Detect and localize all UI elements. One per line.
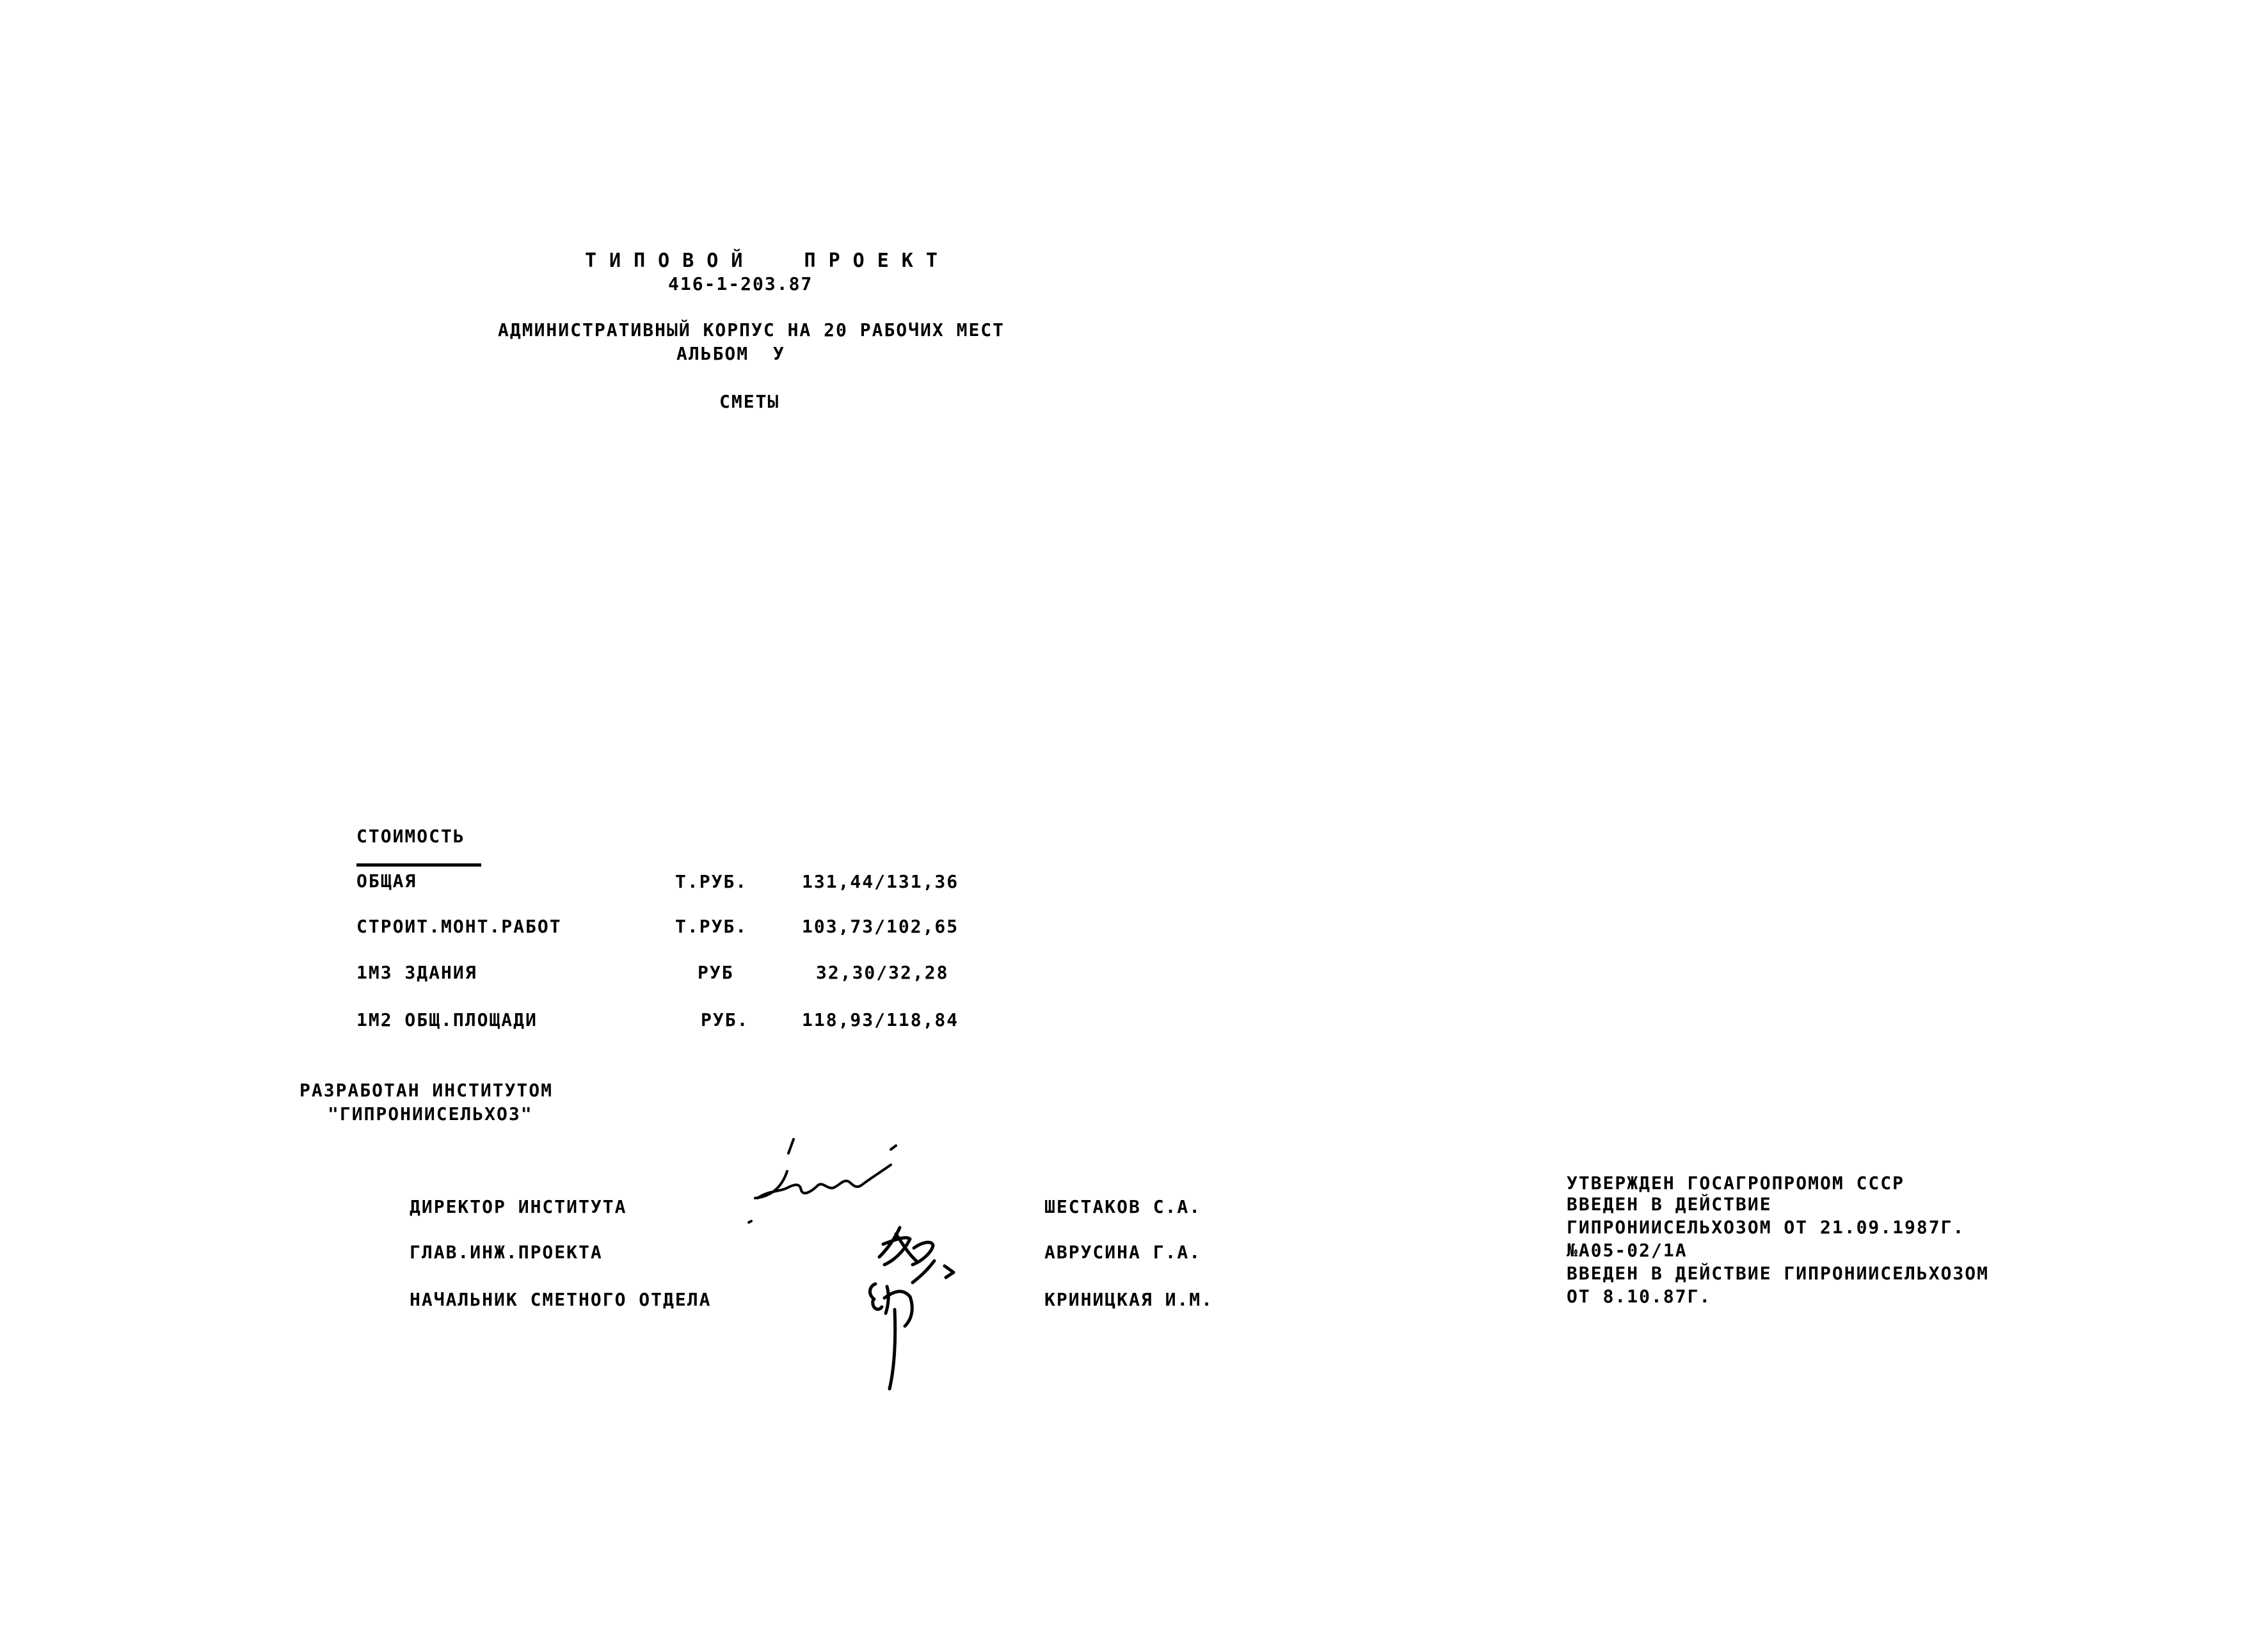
cost-row-value: 103,73/102,65 — [802, 916, 959, 937]
project-name: АДМИНИСТРАТИВНЫЙ КОРПУС НА 20 РАБОЧИХ МЕСТ — [498, 319, 1005, 340]
developer-institute: "ГИПРОНИИСЕЛЬХОЗ" — [328, 1103, 533, 1125]
signatory-name: КРИНИЦКАЯ И.М. — [1044, 1289, 1214, 1310]
handwritten-signatures — [742, 1126, 998, 1395]
cost-row-value: 131,44/131,36 — [802, 871, 959, 892]
cost-row-label: ОБЩАЯ — [356, 870, 417, 892]
cost-heading: СТОИМОСТЬ — [356, 826, 465, 847]
approval-line: ГИПРОНИИСЕЛЬХОЗОМ ОТ 21.09.1987Г. — [1567, 1217, 1965, 1238]
signature-director — [749, 1139, 896, 1222]
cost-row-unit: РУБ — [698, 962, 734, 983]
approval-line: ВВЕДЕН В ДЕЙСТВИЕ — [1567, 1194, 1772, 1215]
cost-row-unit: Т.РУБ. — [675, 916, 748, 937]
approval-line: УТВЕРЖДЕН ГОСАГРОПРОМОМ СССР — [1567, 1173, 1905, 1194]
signature-chief-engineer — [879, 1228, 954, 1283]
signatory-role: ГЛАВ.ИНЖ.ПРОЕКТА — [410, 1242, 603, 1263]
cost-heading-underline — [356, 863, 481, 867]
signature-head-of-dept — [870, 1284, 912, 1389]
cost-row-label: 1М3 ЗДАНИЯ — [356, 962, 477, 983]
cost-row-value: 32,30/32,28 — [816, 962, 949, 983]
signatory-name: АВРУСИНА Г.А. — [1044, 1242, 1202, 1263]
signatory-name: ШЕСТАКОВ С.А. — [1044, 1196, 1202, 1217]
project-number: 416-1-203.87 — [668, 273, 813, 294]
cost-row-unit: РУБ. — [701, 1009, 749, 1030]
signatory-role: НАЧАЛЬНИК СМЕТНОГО ОТДЕЛА — [410, 1289, 712, 1310]
album-title: СМЕТЫ — [719, 391, 780, 412]
developer-line: РАЗРАБОТАН ИНСТИТУТОМ — [299, 1080, 554, 1101]
cost-row-label: СТРОИТ.МОНТ.РАБОТ — [356, 916, 562, 937]
signatory-role: ДИРЕКТОР ИНСТИТУТА — [410, 1196, 627, 1217]
cost-row-label: 1М2 ОБЩ.ПЛОЩАДИ — [356, 1009, 538, 1030]
cost-row-value: 118,93/118,84 — [802, 1009, 959, 1030]
document-type-title: ТИПОВОЙ ПРОЕКТ — [585, 250, 950, 272]
album-number: АЛЬБОМ У — [676, 343, 785, 364]
cost-row-unit: Т.РУБ. — [675, 871, 748, 892]
approval-line: ОТ 8.10.87Г. — [1567, 1286, 1712, 1307]
approval-line: ВВЕДЕН В ДЕЙСТВИЕ ГИПРОНИИСЕЛЬХОЗОМ — [1567, 1263, 1990, 1284]
approval-line: №А05-02/1А — [1567, 1240, 1688, 1261]
